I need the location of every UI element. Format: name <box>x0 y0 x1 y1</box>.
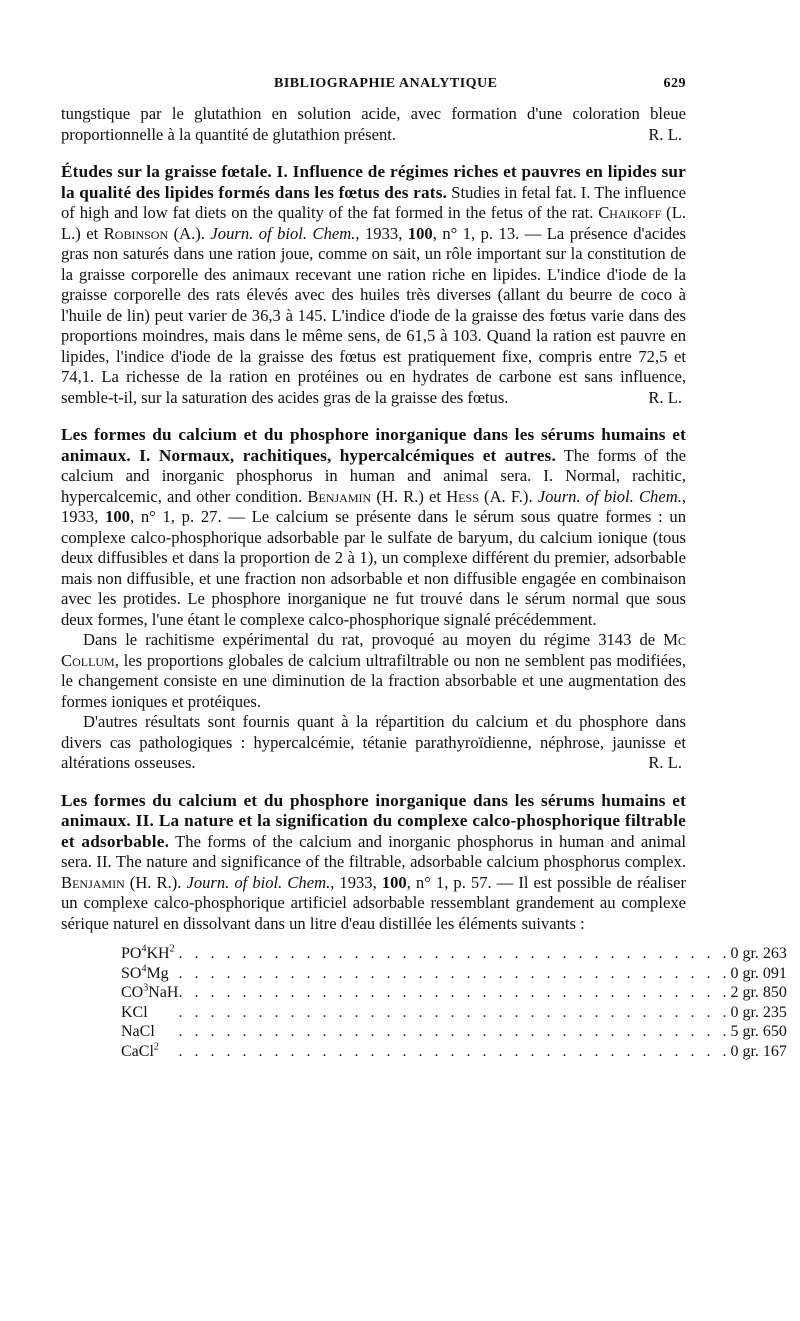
signature: R. L. <box>648 387 682 407</box>
entry-calcium-forms-1: Les formes du calcium et du phosphore inorganique dans les sérums humains et animaux. I. Normaux, rachitiques, hypercalcémiques et autres. The forms of the calcium and inorganic phosphorus in human and animal sera. I. Normal, rachitic, hypercalcemic, and other condition. Benjamin (H. R.) et Hess (A. F.). Journ. of biol. Chem., 1933, 100, n° 1, p. 27. — Le calcium se présente dans le sérum sous quatre formes : un complexe calco-phosphorique adsorbable par le sulfate de baryum, du calcium ionique (tous deux diffusibles et dans la proportion de 2 à 1), un complexe différent du premier, adsorbable mais non diffusible, et une fraction non adsorbable et non diffusible engagée en combinaison avec les protides. Le phosphore inorganique ne fut trouvé dans le sérum normal que sous deux formes, l'une étant le complexe calco-phosphorique signalé précédemment. <box>61 425 686 629</box>
author-name: Robinson <box>103 223 169 243</box>
composition-row <box>121 1042 787 1062</box>
entry-title: Les formes du calcium et du phosphore inorganique dans les sérums humains et animaux. II. La nature et la signification du complexe calco-phosphorique filtrable et adsorbable. <box>61 790 686 851</box>
compound-name: NaCl <box>121 1023 155 1040</box>
leader-dots: . . . . . . . . . . . . . . . . . . . . . . . . . . . . . . . . . . . <box>178 945 731 962</box>
compound-quantity: 0 gr. 167 <box>730 1042 787 1060</box>
compound-name: $CO^3NaH$ <box>121 982 179 1001</box>
compound-quantity: 0 gr. 091 <box>730 964 787 982</box>
entry-fetal-fat: Études sur la graisse fœtale. I. Influence de régimes riches et pauvres en lipides sur la qualité des lipides formés dans les fœtus des rats. Studies in fetal fat. I. The influence of high and low fat diets on the quality of the fat formed in the fetus of the rat. Chaikoff (L. L.) et Robinson (A.). Journ. of biol. Chem., 1933, 100, n° 1, p. 13. — La présence d'acides gras non saturés dans une ration joue, comme on sait, un rôle important sur la constitution de la graisse corporelle des animaux recevant une ration riche en lipides. L'indice d'iode de la graisse corporelle des rats élevés avec des huiles très diverses (allant du beurre de coco à l'huile de lin) peut varier de 36,3 à 145. L'indice d'iode de la graisse des fœtus varie dans des proportions moindres, mais dans le même sens, de 61,5 à 103. Quand la ration est pauvre en lipides, l'indice d'iode de la graisse des fœtus est pratiquement fixe, compris entre 72,5 et 74,1. La richesse de la ration en protéines ou en hydrates de carbone est sans influence, semble-t-il, sur la saturation des acides gras de la graisse des fœtus. R. L. <box>61 162 686 407</box>
leader-dots: . . . . . . . . . . . . . . . . . . . . . . . . . . . . . . . . . . . <box>178 984 731 1001</box>
volume: 100 <box>105 507 130 526</box>
journal-name: Journ. of biol. Chem. <box>210 223 356 243</box>
volume: 100 <box>381 872 407 892</box>
composition-table <box>121 944 787 1061</box>
volume: 100 <box>407 223 433 243</box>
composition-row <box>121 944 787 964</box>
compound-quantity: 0 gr. 263 <box>730 945 787 962</box>
english-title: The forms of the calcium and inorganic phosphorus in human and animal sera. II. The nature and significance of the filtrable, adsorbable calcium phosphorus complex. <box>61 831 686 871</box>
abstract: — Il est possible de réaliser un complexe calco-phosphorique artificiel adsorbable ressemblant grandement au complexe sérique naturel en dissolvant dans un litre d'eau distillée les éléments suivants : <box>61 872 687 933</box>
signature: R. L. <box>648 753 682 772</box>
abstract-paragraph: Dans le rachitisme expérimental du rat, provoqué au moyen du régime 3143 de Mc Collum, les proportions globales de calcium ultrafiltrable ou non ne semblent pas modifiées, le changement consiste en une diminution de la fraction absorbable et une augmentation des formes ioniques et protéiques. <box>61 630 686 711</box>
author-name: Benjamin <box>61 872 125 892</box>
composition-row <box>121 1022 787 1042</box>
author-name: Mc Collum <box>61 630 686 670</box>
compound-name: KCl <box>121 1003 148 1021</box>
compound-name: CaCl$^2$ <box>121 1041 159 1060</box>
abstract-paragraph: D'autres résultats sont fournis quant à la répartition du calcium et du phosphore dans divers cas pathologiques : hypercalcémie, tétanie parathyroïdienne, néphrose, jaunisse et altérations osseuses. R. L. <box>61 712 686 772</box>
author-name: Benjamin <box>307 486 372 506</box>
abstract: — La présence d'acides gras non saturés dans une ration joue, comme on sait, un rôle important sur la constitution de la graisse corporelle des animaux recevant une ration riche en lipides. L'indice d'iode de la graisse corporelle des rats élevés avec des huiles très diverses (allant du beurre de coco à l'huile de lin) peut varier de 36,3 à 145. L'indice d'iode de la graisse des fœtus varie dans des proportions moindres, mais dans le même sens, de 61,5 à 103. Quand la ration est pauvre en lipides, l'indice d'iode de la graisse des fœtus est pratiquement fixe, compris entre 72,5 et 74,1. La richesse de la ration en protéines ou en hydrates de carbone est sans influence, semble-t-il, sur la saturation des acides gras de la graisse des fœtus. <box>61 223 686 407</box>
page-number: 629 <box>663 76 686 91</box>
composition-row <box>121 983 787 1003</box>
compound-name: $SO^4Mg$ <box>121 963 169 982</box>
abstract: — Le calcium se présente dans le sérum sous quatre formes : un complexe calco-phosphorique adsorbable par le sulfate de baryum, du calcium ionique (tous deux diffusibles et dans la proportion de 2 à 1), un complexe différent du premier, adsorbable mais non diffusible, et une fraction non adsorbable et non diffusible engagée en combinaison avec les protides. Le phosphore inorganique ne fut trouvé dans le sérum normal que sous deux formes, l'une étant le complexe calco-phosphorique signalé précédemment. <box>61 507 686 629</box>
compound-quantity: 2 gr. 850 <box>730 984 787 1001</box>
leader-dots: . . . . . . . . . . . . . . . . . . . . . . . . . . . . . . . . . . . <box>178 964 731 982</box>
compound-quantity: 5 gr. 650 <box>730 1023 787 1040</box>
journal-name: Journ. of biol. Chem. <box>186 872 331 892</box>
intro-paragraph: tungstique par le glutathion en solution acide, avec formation d'une coloration bleue proportionnelle à la quantité de glutathion présent. R. L. <box>61 104 686 144</box>
entry-calcium-forms-2: Les formes du calcium et du phosphore inorganique dans les sérums humains et animaux. II. La nature et la signification du complexe calco-phosphorique filtrable et adsorbable. The forms of the calcium and inorganic phosphorus in human and animal sera. II. The nature and significance of the filtrable, adsorbable calcium phosphorus complex. Benjamin (H. R.). Journ. of biol. Chem., 1933, 100, n° 1, p. 57. — Il est possible de réaliser un complexe calco-phosphorique artificiel adsorbable ressemblant grandement au complexe sérique naturel en dissolvant dans un litre d'eau distillée les éléments suivants : <box>61 790 687 933</box>
compound-quantity: 0 gr. 235 <box>730 1003 787 1021</box>
signature: R. L. <box>648 124 682 144</box>
compound-name: $PO^4KH^2$ <box>121 943 175 962</box>
running-title: BIBLIOGRAPHIE ANALYTIQUE <box>274 76 498 91</box>
author-name: Chaikoff <box>598 203 662 222</box>
author-name: Hess <box>446 486 479 506</box>
entry-title: Études sur la graisse fœtale. I. Influence de régimes riches et pauvres en lipides sur la qualité des lipides formés dans les fœtus des rats. <box>61 162 686 202</box>
composition-row <box>121 964 787 984</box>
composition-row <box>121 1003 787 1023</box>
journal-name: Journ. of biol. Chem. <box>537 486 682 506</box>
running-header <box>61 76 686 92</box>
leader-dots: . . . . . . . . . . . . . . . . . . . . . . . . . . . . . . . . . . . <box>178 1003 731 1021</box>
entry-title: Les formes du calcium et du phosphore inorganique dans les sérums humains et animaux. I. Normaux, rachitiques, hypercalcémiques et autres. <box>61 425 686 465</box>
leader-dots: . . . . . . . . . . . . . . . . . . . . . . . . . . . . . . . . . . . <box>178 1023 731 1040</box>
leader-dots: . . . . . . . . . . . . . . . . . . . . . . . . . . . . . . . . . . . <box>178 1042 731 1060</box>
english-title: The forms of the calcium and inorganic phosphorus in human and animal sera. I. Normal, rachitic, hypercalcemic, and other condition. <box>61 445 686 506</box>
english-title: Studies in fetal fat. I. The influence of high and low fat diets on the quality of the fat formed in the fetus of the rat. <box>61 182 686 222</box>
